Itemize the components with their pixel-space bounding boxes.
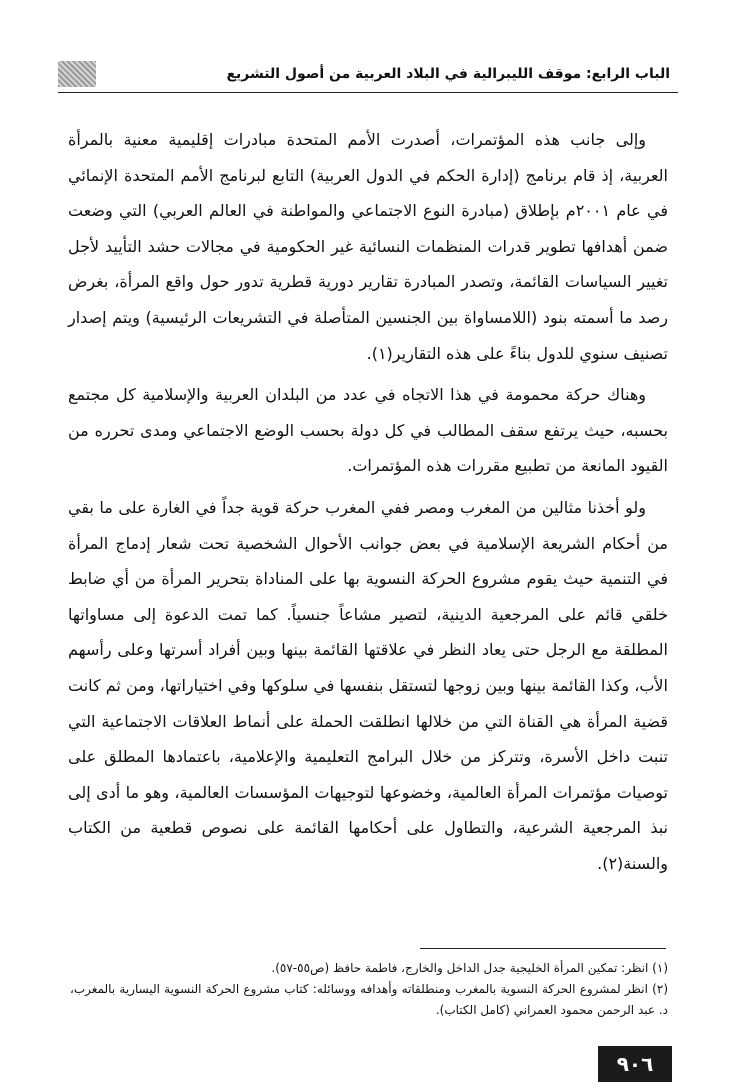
chapter-title: الباب الرابع: موقف الليبرالية في البلاد العربية من أصول التشريع (226, 66, 670, 82)
running-header (58, 56, 678, 92)
footnote-separator (420, 948, 666, 949)
footnotes (70, 958, 668, 1021)
body-text (68, 122, 668, 887)
header-rule (58, 92, 678, 93)
paragraph: ولو أخذنا مثالين من المغرب ومصر ففي المغرب حركة قوية جداً في الغارة على ما بقي من أحكام الشريعة الإسلامية في بعض جوانب الأحوال الشخصية تحت شعار إدماج المرأة في التنمية حيث يقوم مشروع الحركة النسوية بها على المناداة بتحرير المرأة من أي ضابط خلقي قائم على المرجعية الدينية، لتصير مشاعاً جنسياً. كما تمت الدعوة إلى مساواتها المطلقة مع الرجل حتى يعاد النظر في علاقتها القائمة بينها وبين أفراد أسرتها وعلى رأسهم الأب، وكذا القائمة بينها وبين زوجها لتستقل بنفسها في سلوكها وفي اختياراتها، ومن ثم كانت قضية المرأة هي القناة التي من خلالها انطلقت الحملة على أنماط العلاقات الاجتماعية التي تنبت داخل الأسرة، وتتركز من خلال البرامج التعليمية والإعلامية، باعتمادها المطلق على توصيات مؤتمرات المرأة العالمية، وخضوعها لتوجيهات المؤسسات العالمية، وهو ما أدى إلى نبذ المرجعية الشرعية، والتطاول على أحكامها القائمة على نصوص قطعية من الكتاب والسنة(٢). (68, 497, 668, 873)
footnote: (١) انظر: تمكين المرأة الخليجية جدل الداخل والخارج، فاطمة حافظ (ص٥٥-٥٧). (271, 961, 668, 975)
paragraph: وهناك حركة محمومة في هذا الاتجاه في عدد من البلدان العربية والإسلامية كل مجتمع بحسبه، حيث يرتفع سقف المطالب في كل دولة بحسب الوضع الاجتماعي ومدى تحرره من القيود المانعة من تطبيع مقررات هذه المؤتمرات. (68, 385, 668, 476)
page-number: ٩٠٦ (598, 1046, 672, 1082)
paragraph: وإلى جانب هذه المؤتمرات، أصدرت الأمم المتحدة مبادرات إقليمية معنية بالمرأة العربية، إذ قام برنامج (إدارة الحكم في الدول العربية) التابع لبرنامج الأمم المتحدة الإنمائي في عام ٢٠٠١م بإطلاق (مبادرة النوع الاجتماعي والمواطنة في العالم العربي) التي وضعت ضمن أهدافها تطوير قدرات المنظمات النسائية غير الحكومية في مجالات حشد التأييد لأجل تغيير السياسات القائمة، وتصدر المبادرة تقارير دورية قطرية تدور حول واقع المرأة، بغرض رصد ما أسمته بنود (اللامساواة بين الجنسين المتأصلة في التشريعات الرئيسية) ويتم إصدار تصنيف سنوي للدول بناءً على هذه التقارير(١). (68, 130, 669, 363)
header-ornament (58, 61, 96, 87)
footnote: (٢) انظر لمشروع الحركة النسوية بالمغرب ومنطلقاته وأهدافه ووسائله: كتاب مشروع الحركة النسوية اليسارية بالمغرب، د. عبد الرحمن محمود العمراني (كامل الكتاب). (70, 982, 668, 1017)
